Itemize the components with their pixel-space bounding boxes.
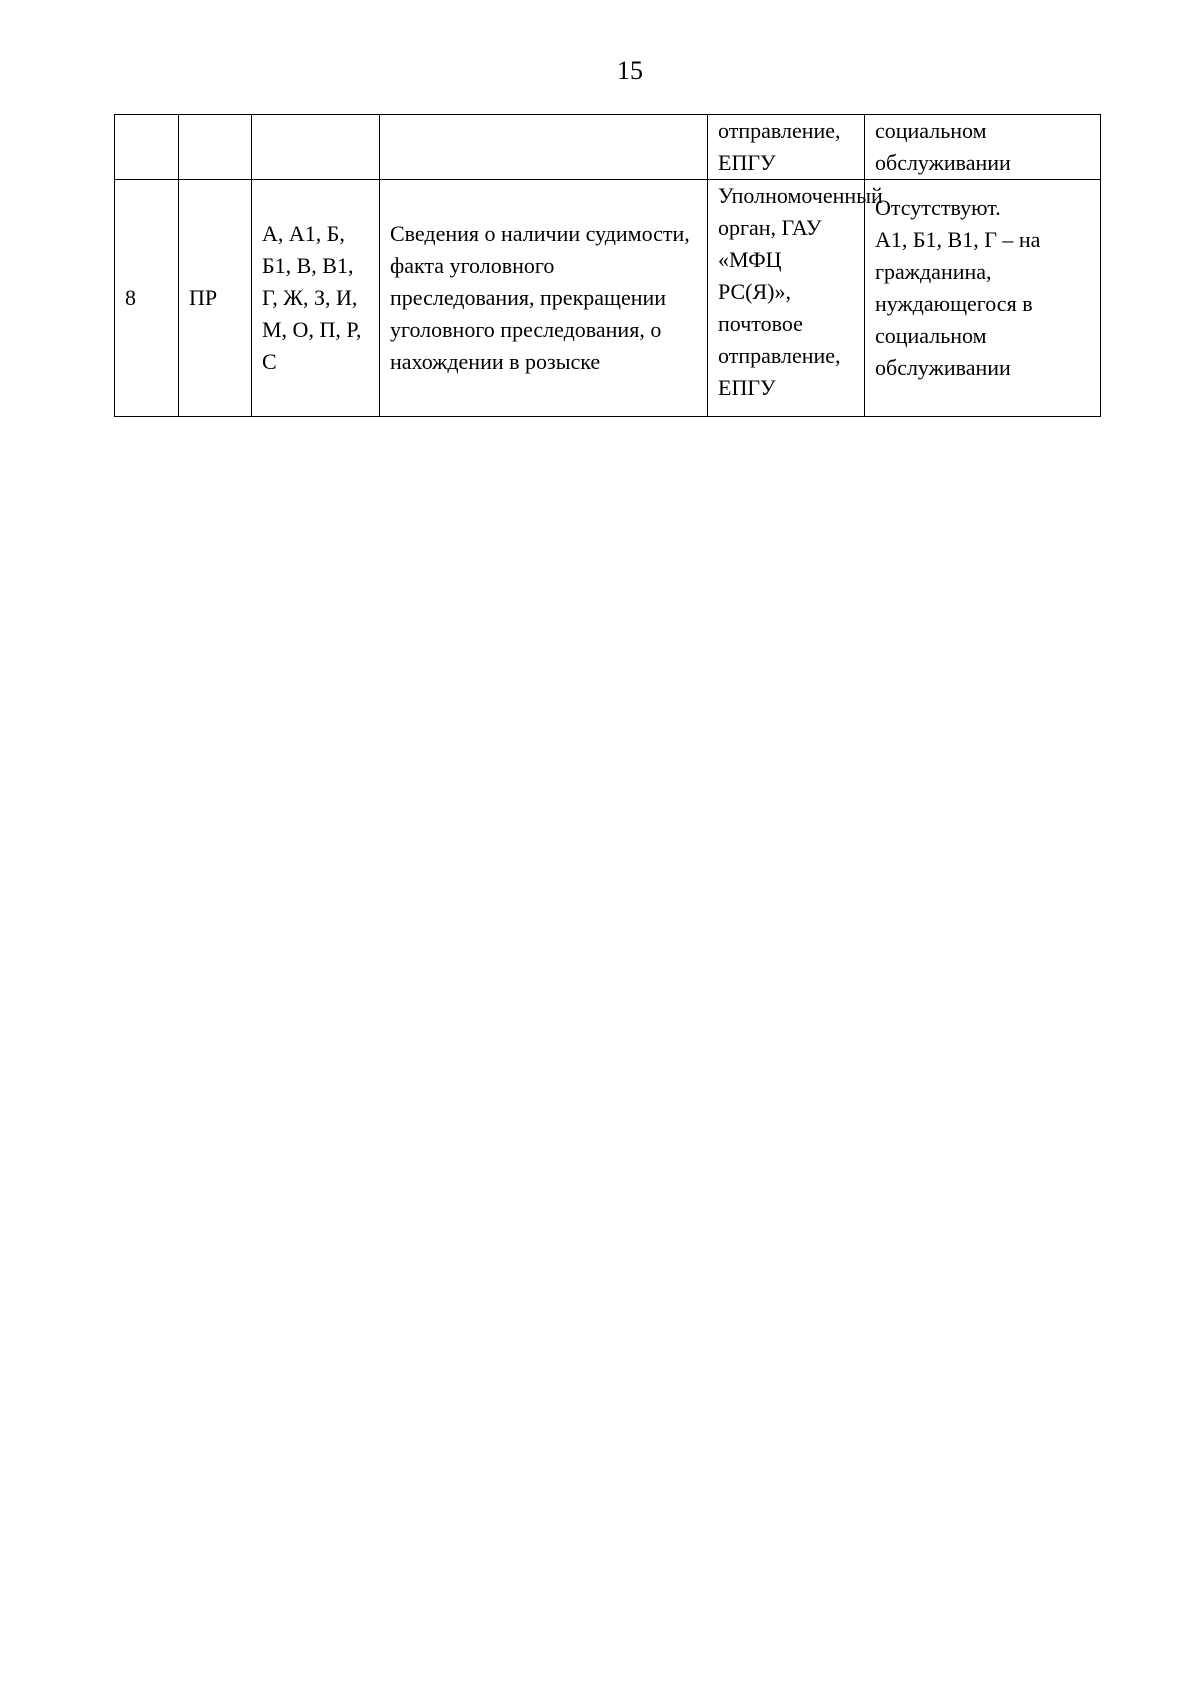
table-row	[115, 180, 1101, 417]
cell-categories-empty	[252, 115, 380, 180]
note-line-absent: Отсутствуют.	[875, 195, 1001, 220]
cell-number: 8	[115, 180, 179, 417]
cell-description-empty	[380, 115, 708, 180]
cell-note: социальном обслуживании	[865, 115, 1101, 180]
cell-source: Уполномоченный орган, ГАУ «МФЦ РС(Я)», почтовое отправление, ЕПГУ	[708, 180, 865, 417]
note-line-categories: А1, Б1, В1, Г – на гражданина, нуждающегося в социальном обслуживании	[875, 227, 1041, 380]
cell-categories: А, А1, Б, Б1, В, В1, Г, Ж, З, И, М, О, П, Р, С	[252, 180, 380, 417]
cell-code: ПР	[179, 180, 252, 417]
table-row-continuation	[115, 115, 1101, 180]
page-number: 15	[617, 56, 643, 85]
cell-code-empty	[179, 115, 252, 180]
cell-description: Сведения о наличии судимости, факта уголовного преследования, прекращении уголовного преследования, о нахождении в розыске	[380, 180, 708, 417]
requirements-table	[114, 114, 1101, 417]
cell-source: отправление, ЕПГУ	[708, 115, 865, 180]
cell-note	[865, 180, 1101, 417]
cell-number-empty	[115, 115, 179, 180]
